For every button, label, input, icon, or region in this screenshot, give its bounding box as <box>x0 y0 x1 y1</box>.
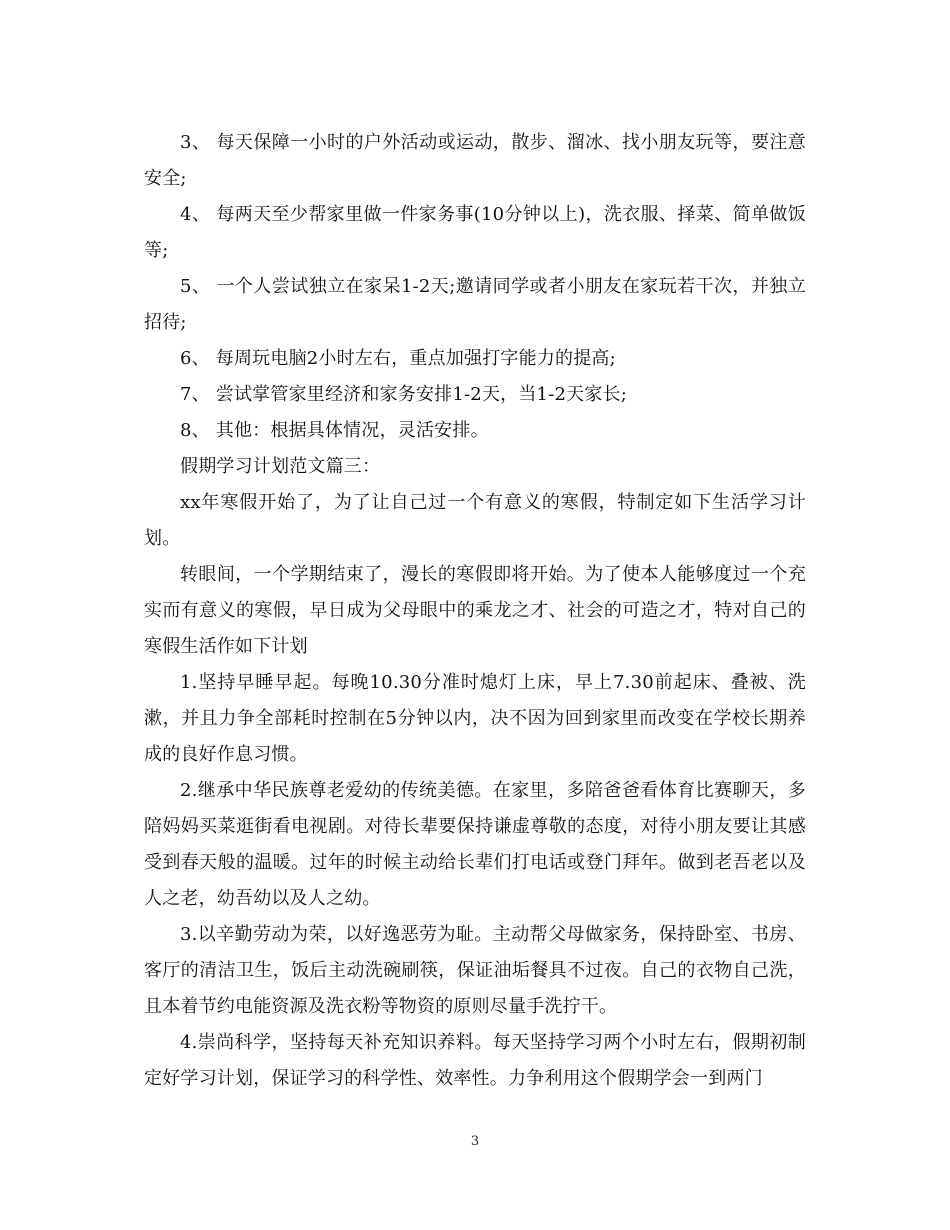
paragraph-item-5: 5、 一个人尝试独立在家呆1-2天;邀请同学或者小朋友在家玩若干次，并独立招待; <box>144 276 806 333</box>
plan-item-1: 1.坚持早睡早起。每晚10.30分准时熄灯上床，早上7.30前起床、叠被、洗漱，并且力争全部耗时控制在5分钟以内，决不因为回到家里而改变在学校长期养成的良好作息习惯。 <box>144 672 806 765</box>
page-number: 3 <box>470 1134 480 1149</box>
paragraph-item-3: 3、 每天保障一小时的户外活动或运动，散步、溜冰、找小朋友玩等，要注意安全; <box>144 132 806 189</box>
intro-paragraph: xx年寒假开始了，为了让自己过一个有意义的寒假，特制定如下生活学习计划。 <box>144 492 806 549</box>
plan-item-4: 4.崇尚科学，坚持每天补充知识养料。每天坚持学习两个小时左右，假期初制定好学习计划，保证学习的科学性、效率性。力争利用这个假期学会一到两门 <box>144 1032 806 1089</box>
paragraph-item-7: 7、 尝试掌管家里经济和家务安排1-2天，当1-2天家长; <box>180 384 628 405</box>
paragraph-item-4: 4、 每两天至少帮家里做一件家务事(10分钟以上)，洗衣服、择菜、简单做饭等; <box>144 204 806 261</box>
plan-item-3: 3.以辛勤劳动为荣，以好逸恶劳为耻。主动帮父母做家务，保持卧室、书房、客厅的清洁卫生，饭后主动洗碗刷筷，保证油垢餐具不过夜。自己的衣物自己洗，且本着节约电能资源及洗衣粉等物资的原则尽量手洗拧干。 <box>144 924 806 1017</box>
paragraph-item-8: 8、 其他：根据具体情况，灵活安排。 <box>180 420 489 441</box>
document-body <box>144 125 806 1097</box>
paragraph-item-6: 6、 每周玩电脑2小时左右，重点加强打字能力的提高; <box>180 348 616 369</box>
plan-item-2: 2.继承中华民族尊老爱幼的传统美德。在家里，多陪爸爸看体育比赛聊天，多陪妈妈买菜逛街看电视剧。对待长辈要保持谦虚尊敬的态度，对待小朋友要让其感受到春天般的温暖。过年的时候主动给长辈们打电话或登门拜年。做到老吾老以及人之老，幼吾幼以及人之幼。 <box>144 780 806 909</box>
section-heading: 假期学习计划范文篇三： <box>180 456 381 477</box>
overview-paragraph: 转眼间，一个学期结束了，漫长的寒假即将开始。为了使本人能够度过一个充实而有意义的寒假，早日成为父母眼中的乘龙之才、社会的可造之才，特对自己的寒假生活作如下计划 <box>144 564 806 657</box>
